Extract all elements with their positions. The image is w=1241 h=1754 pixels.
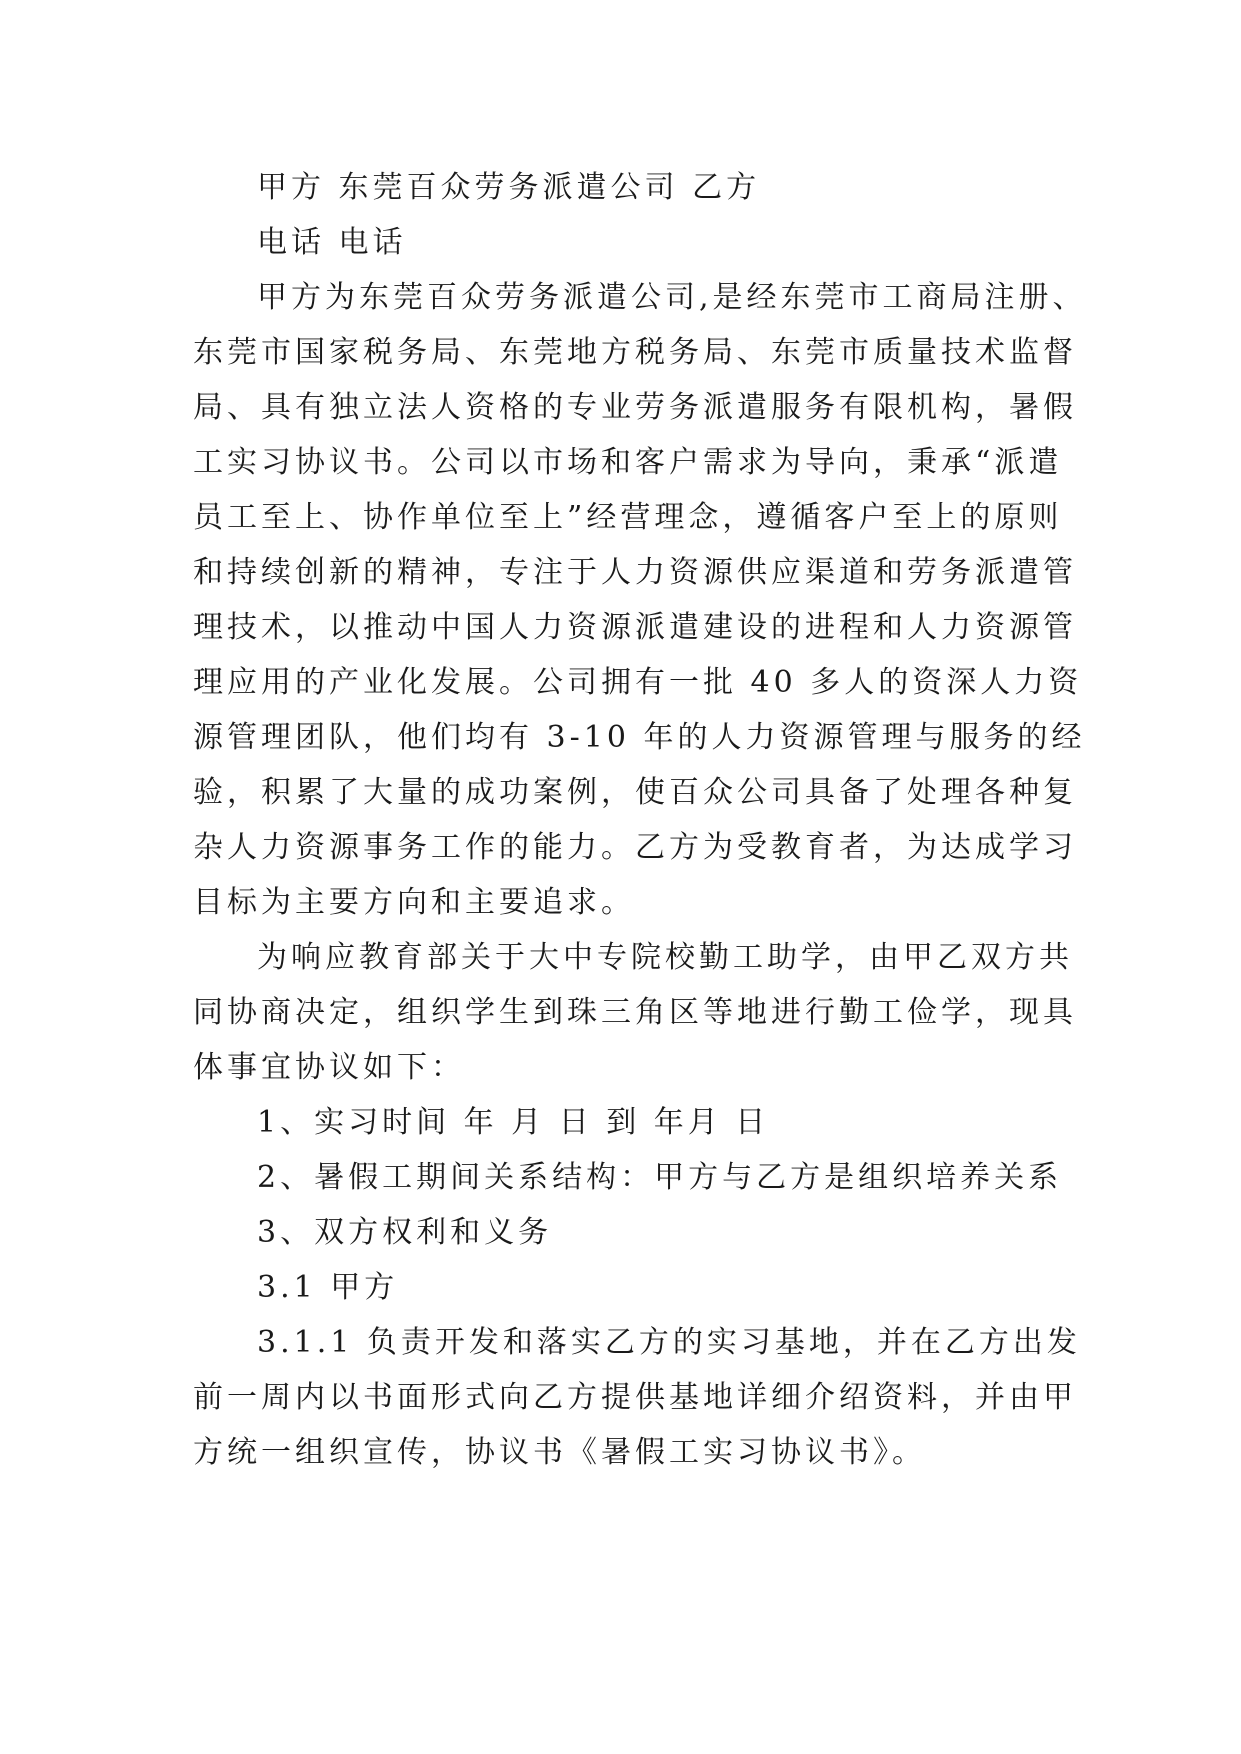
clause-line: 3.1.1 负责开发和落实乙方的实习基地，并在乙方出发 xyxy=(257,1325,1081,1360)
clause-line: 前一周内以书面形式向乙方提供基地详细介绍资料，并由甲 xyxy=(193,1380,1077,1415)
clause-line: 方统一组织宣传，协议书《暑假工实习协议书》。 xyxy=(193,1435,926,1470)
paragraph-line: 体事宜协议如下： xyxy=(193,1050,465,1085)
paragraph-line: 东莞市国家税务局、东莞地方税务局、东莞市质量技术监督 xyxy=(193,335,1077,370)
paragraph-line: 工实习协议书。公司以市场和客户需求为导向，秉承“派遣 xyxy=(193,445,1063,480)
paragraph-line: 理技术，以推动中国人力资源派遣建设的进程和人力资源管 xyxy=(193,610,1077,645)
paragraph-line: 验，积累了大量的成功案例，使百众公司具备了处理各种复 xyxy=(193,775,1077,810)
clause-line: 3.1 甲方 xyxy=(257,1270,399,1305)
party-line: 甲方 东莞百众劳务派遣公司 乙方 xyxy=(257,170,761,205)
paragraph-line: 员工至上、协作单位至上”经营理念，遵循客户至上的原则 xyxy=(193,500,1063,535)
paragraph-line: 同协商决定，组织学生到珠三角区等地进行勤工俭学，现具 xyxy=(193,995,1077,1030)
paragraph-line: 源管理团队，他们均有 3-10 年的人力资源管理与服务的经 xyxy=(193,720,1086,755)
clause-line: 1、实习时间 年 月 日 到 年月 日 xyxy=(257,1105,770,1140)
clause-line: 2、暑假工期间关系结构：甲方与乙方是组织培养关系 xyxy=(257,1160,1063,1195)
paragraph-line: 甲方为东莞百众劳务派遣公司,是经东莞市工商局注册、 xyxy=(257,280,1087,315)
paragraph-line: 理应用的产业化发展。公司拥有一批 40 多人的资深人力资 xyxy=(193,665,1083,700)
phone-line: 电话 电话 xyxy=(257,225,407,260)
paragraph-line: 杂人力资源事务工作的能力。乙方为受教育者，为达成学习 xyxy=(193,830,1077,865)
paragraph-line: 和持续创新的精神，专注于人力资源供应渠道和劳务派遣管 xyxy=(193,555,1077,590)
paragraph-line: 局、具有独立法人资格的专业劳务派遣服务有限机构，暑假 xyxy=(193,390,1077,425)
document-body xyxy=(193,160,1087,1480)
paragraph-line: 为响应教育部关于大中专院校勤工助学，由甲乙双方共 xyxy=(257,940,1073,975)
clause-line: 3、双方权利和义务 xyxy=(257,1215,553,1250)
paragraph-line: 目标为主要方向和主要追求。 xyxy=(193,885,635,920)
